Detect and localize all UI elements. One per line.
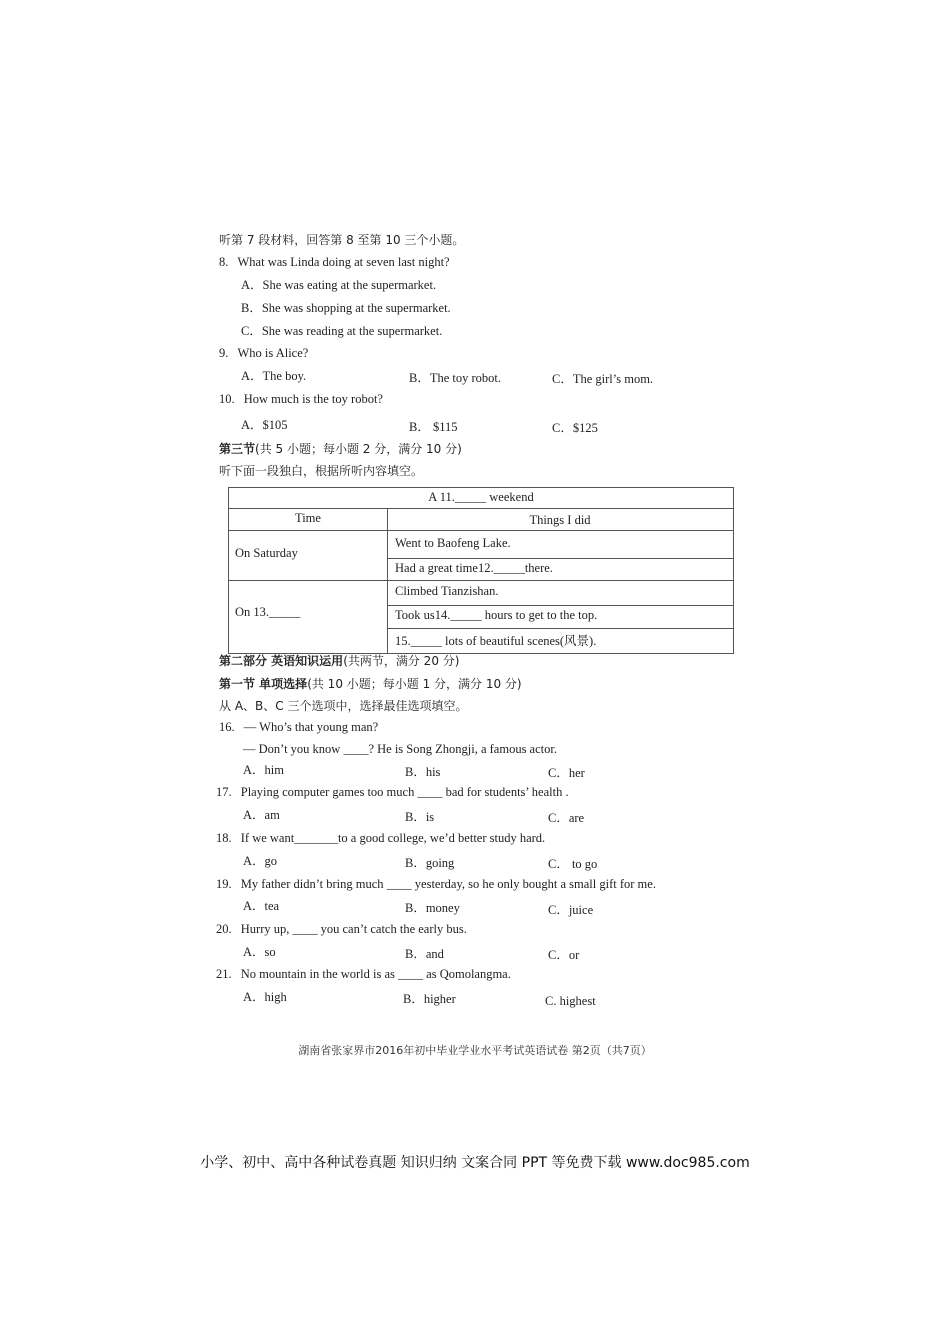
question-16-reply: — Don’t you know ____? He is Song Zhongji, a famous actor. [243, 742, 557, 756]
option-b: B． $115 [409, 420, 458, 434]
question-text: How much is the toy robot? [243, 392, 383, 406]
table-rule [387, 508, 388, 653]
table-header-things: Things I did [529, 513, 591, 527]
option-a: A．$105 [241, 418, 288, 432]
option-a: A．The boy. [241, 369, 307, 383]
section3-instruction: 听下面一段独白，根据所听内容填空。 [219, 464, 424, 478]
option-c: C．She was reading at the supermarket. [241, 324, 443, 338]
row-13-activity: Climbed Tianzishan. [395, 584, 499, 598]
option-c: C．$125 [552, 421, 598, 435]
table-rule [387, 628, 733, 629]
question-number: 21. [216, 967, 232, 981]
row-13-activity: Took us14._____ hours to get to the top. [395, 608, 598, 622]
option-b: B．is [405, 810, 435, 824]
question-text: — Who’s that young man? [243, 720, 379, 734]
section3-title: 第三节 [219, 442, 256, 456]
question-8 [219, 254, 450, 270]
section3-scoring: (共 5 小题；每小题 2 分，满分 10 分) [255, 442, 462, 456]
row-13-time: On 13._____ [235, 605, 301, 619]
option-c: C． to go [548, 857, 598, 871]
table-rule [387, 558, 733, 559]
row-saturday-activity: Had a great time12._____there. [395, 561, 553, 575]
question-text: Playing computer games too much ____ bad for students’ health . [240, 785, 569, 799]
exam-page-footer: 湖南省张家界市2016年初中毕业学业水平考试英语试卷 第2页（共7页） [298, 1044, 652, 1057]
part2-instruction: 从 A、B、C 三个选项中，选择最佳选项填空。 [219, 699, 468, 713]
question-number: 10. [219, 392, 235, 406]
part2-scoring: (共两节，满分 20 分) [343, 654, 460, 668]
part2-section1-heading [219, 676, 522, 692]
question-21 [216, 966, 511, 982]
question-9 [219, 345, 308, 361]
option-b: B．She was shopping at the supermarket. [241, 301, 451, 315]
part2-title: 第二部分 英语知识运用 [219, 654, 344, 668]
table-rule [229, 508, 733, 509]
question-10 [219, 391, 383, 407]
question-19 [216, 876, 656, 892]
question-text: If we want_______to a good college, we’d better study hard. [240, 831, 546, 845]
question-number: 19. [216, 877, 232, 891]
option-a: A．so [243, 945, 276, 959]
question-18 [216, 830, 545, 846]
table-rule [229, 530, 733, 531]
row-saturday-time: On Saturday [235, 546, 298, 560]
table-title: A 11._____ weekend [428, 490, 534, 504]
section3-heading [219, 441, 462, 457]
row-saturday-activity: Went to Baofeng Lake. [395, 536, 511, 550]
question-text: No mountain in the world is as ____ as Qomolangma. [240, 967, 511, 981]
option-c: C．juice [548, 903, 594, 917]
option-a: A．She was eating at the supermarket. [241, 278, 437, 292]
option-b: B．The toy robot. [409, 371, 502, 385]
option-a: A．him [243, 763, 284, 777]
question-17 [216, 784, 569, 800]
question-text: Who is Alice? [237, 346, 309, 360]
option-b: B．higher [403, 992, 456, 1006]
option-b: B．money [405, 901, 460, 915]
question-number: 18. [216, 831, 232, 845]
option-b: B．and [405, 947, 444, 961]
option-b: B．his [405, 765, 441, 779]
question-number: 9. [219, 346, 229, 360]
option-a: A．am [243, 808, 280, 822]
listening-intro: 听第 7 段材料，回答第 8 至第 10 三个小题。 [219, 233, 465, 247]
question-text: Hurry up, ____ you can’t catch the early bus. [240, 922, 467, 936]
option-a: A．high [243, 990, 287, 1004]
download-site-banner: 小学、初中、高中各种试卷真题 知识归纳 文案合同 PPT 等免费下载 www.doc985.com [200, 1155, 750, 1171]
option-a: A．go [243, 854, 278, 868]
option-c: C．The girl’s mom. [552, 372, 654, 386]
question-text: My father didn’t bring much ____ yesterday, so he only bought a small gift for me. [240, 877, 656, 891]
table-rule [229, 580, 733, 581]
option-a: A．tea [243, 899, 280, 913]
option-c: C．are [548, 811, 585, 825]
option-b: B．going [405, 856, 455, 870]
section1-title: 第一节 单项选择 [219, 677, 308, 691]
option-c: C．or [548, 948, 580, 962]
part2-heading [219, 653, 459, 669]
fill-in-table [228, 487, 734, 654]
question-number: 20. [216, 922, 232, 936]
table-rule [387, 605, 733, 606]
row-13-activity: 15._____ lots of beautiful scenes(风景). [395, 634, 597, 648]
question-number: 17. [216, 785, 232, 799]
question-number: 8. [219, 255, 229, 269]
question-text: What was Linda doing at seven last night? [237, 255, 450, 269]
question-number: 16. [219, 720, 235, 734]
option-c: C. highest [545, 994, 596, 1008]
question-20 [216, 921, 467, 937]
option-c: C．her [548, 766, 585, 780]
question-16 [219, 719, 378, 735]
section1-scoring: (共 10 小题；每小题 1 分，满分 10 分) [307, 677, 522, 691]
table-header-time: Time [295, 511, 321, 525]
